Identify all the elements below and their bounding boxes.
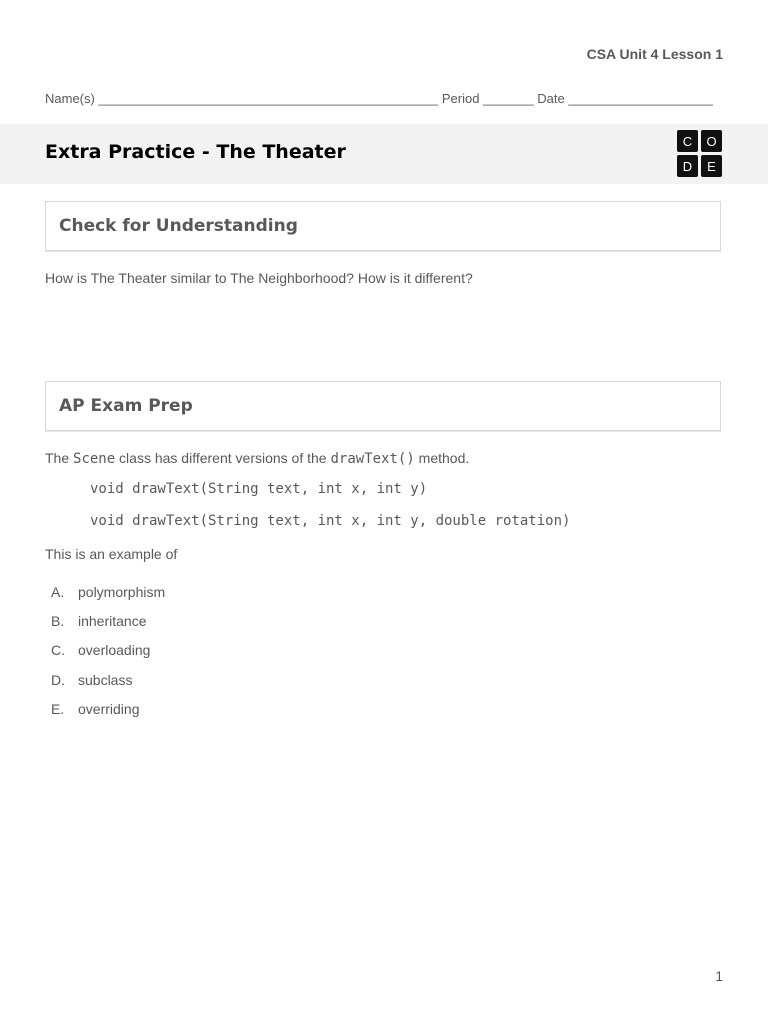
- option-text: overriding: [78, 700, 140, 717]
- name-period-date-line: Name(s) _______________________________________________ Period _______ Date ____________________: [45, 91, 713, 106]
- answer-option-a: [51, 584, 165, 613]
- ap-question-intro: [45, 450, 469, 467]
- page-title: Extra Practice - The Theater: [45, 141, 346, 163]
- logo-letter-o: O: [701, 130, 722, 152]
- answer-option-c: [51, 642, 165, 671]
- logo-letter-e: E: [701, 155, 722, 177]
- ap-question-prompt: This is an example of: [45, 546, 178, 562]
- option-letter: E.: [51, 700, 65, 717]
- logo-letter-d: D: [677, 155, 698, 177]
- intro-text-3: method.: [414, 450, 470, 466]
- option-letter: C.: [51, 642, 65, 659]
- code-org-logo: [677, 130, 723, 178]
- option-text: subclass: [78, 671, 133, 688]
- ap-exam-prep-heading: AP Exam Prep: [59, 396, 193, 416]
- option-letter: D.: [51, 671, 65, 688]
- option-text: polymorphism: [78, 584, 166, 600]
- page-number: 1: [715, 968, 723, 984]
- logo-letter-c: C: [677, 130, 698, 152]
- intro-text-1: The: [45, 450, 74, 466]
- answer-options-list: [51, 584, 165, 730]
- code-signature-1: void drawText(String text, int x, int y): [90, 481, 428, 497]
- understanding-question: How is The Theater similar to The Neighborhood? How is it different?: [45, 270, 473, 286]
- answer-option-d: [51, 672, 165, 701]
- option-text: inheritance: [78, 613, 147, 630]
- scene-class-code: Scene: [73, 451, 116, 467]
- unit-lesson-label: CSA Unit 4 Lesson 1: [586, 46, 723, 62]
- check-for-understanding-box: [45, 201, 721, 251]
- drawtext-method-code: drawText(): [330, 451, 415, 467]
- check-for-understanding-heading: Check for Understanding: [59, 216, 298, 236]
- title-banner: [0, 124, 768, 184]
- code-signature-2: void drawText(String text, int x, int y, double rotation): [90, 513, 571, 529]
- option-letter: B.: [51, 613, 65, 630]
- ap-exam-prep-box: [45, 381, 721, 431]
- option-text: overloading: [78, 642, 151, 659]
- intro-text-2: class has different versions of the: [115, 450, 331, 466]
- answer-option-b: [51, 613, 165, 642]
- option-letter: A.: [51, 584, 65, 600]
- answer-option-e: [51, 701, 165, 730]
